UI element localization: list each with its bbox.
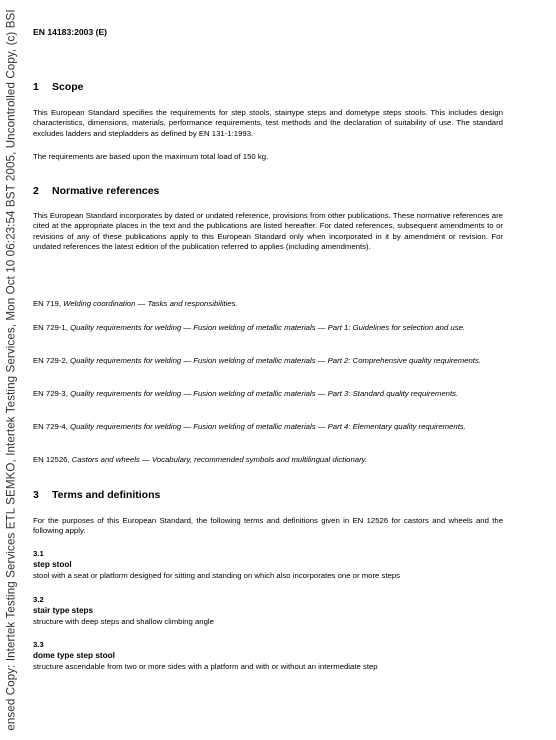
reference-item: EN 729-1, Quality requirements for welding — Fusion welding of metallic materials — Part 1: Guidelines for selection and use.: [33, 323, 466, 332]
section-heading-normative: [33, 186, 159, 196]
term-number: 3.3: [33, 640, 44, 649]
section-title: Normative references: [52, 185, 160, 197]
reference-item: EN 729-2, Quality requirements for welding — Fusion welding of metallic materials — Part 2: Comprehensive quality requirements.: [33, 356, 481, 365]
section-heading-terms: [33, 490, 160, 500]
term-number: 3.1: [33, 549, 44, 558]
license-watermark: ensed Copy: Intertek Testing Services ETL SEMKO, Intertek Testing Services, Mon Oct 10 06:23:54 BST 2005, Uncontrolled Copy, (c) BSI: [4, 9, 18, 731]
term-number: 3.2: [33, 595, 44, 604]
section-title: Scope: [52, 81, 84, 93]
term-definition: structure with deep steps and shallow climbing angle: [33, 617, 214, 626]
scope-paragraph-1: This European Standard specifies the requirements for step stools, stairtype steps and dometype steps stools. This includes design characteristics, dimensions, materials, performance requirements, test methods and the declaration of suitability of use. The standard excludes ladders and stepladders as defined by EN 131-1:1993.: [33, 108, 503, 138]
term-definition: stool with a seat or platform designed for sitting and standing on which also incorporates one or more steps: [33, 571, 401, 580]
term-definition: structure ascendable from two or more sides with a platform and with or without an intermediate step: [33, 662, 378, 671]
section-heading-scope: [33, 82, 84, 92]
watermark-sidebar: [0, 0, 22, 740]
reference-item: EN 729-4, Quality requirements for welding — Fusion welding of metallic materials — Part 4: Elementary quality requirements.: [33, 422, 466, 431]
term-name: dome type step stool: [33, 651, 115, 660]
reference-item: EN 729-3, Quality requirements for welding — Fusion welding of metallic materials — Part 3: Standard quality requirements.: [33, 389, 459, 398]
scope-paragraph-2: The requirements are based upon the maximum total load of 150 kg.: [33, 152, 269, 161]
reference-item: EN 12526, Castors and wheels — Vocabulary, recommended symbols and multilingual dictionary.: [33, 455, 368, 464]
normative-paragraph: This European Standard incorporates by dated or undated reference, provisions from other publications. These normative references are cited at the appropriate places in the text and the publications are listed hereafter. For dated references, subsequent amendments to or revisions of any of these publications apply to this European Standard only when incorporated in it by amendment or revision. For undated references the latest edition of the publication referred to applies (including amendments).: [33, 211, 503, 251]
term-name: stair type steps: [33, 606, 94, 615]
reference-item: EN 719, Welding coordination — Tasks and responsibilities.: [33, 299, 238, 308]
term-name: step stool: [33, 560, 72, 569]
section-number: 2: [33, 185, 39, 197]
section-title: Terms and definitions: [52, 489, 161, 501]
document-id: EN 14183:2003 (E): [33, 27, 108, 37]
terms-intro: For the purposes of this European Standard, the following terms and definitions given in EN 12526 for castors and wheels and the following apply.: [33, 516, 503, 536]
section-number: 1: [33, 81, 39, 93]
section-number: 3: [33, 489, 39, 501]
